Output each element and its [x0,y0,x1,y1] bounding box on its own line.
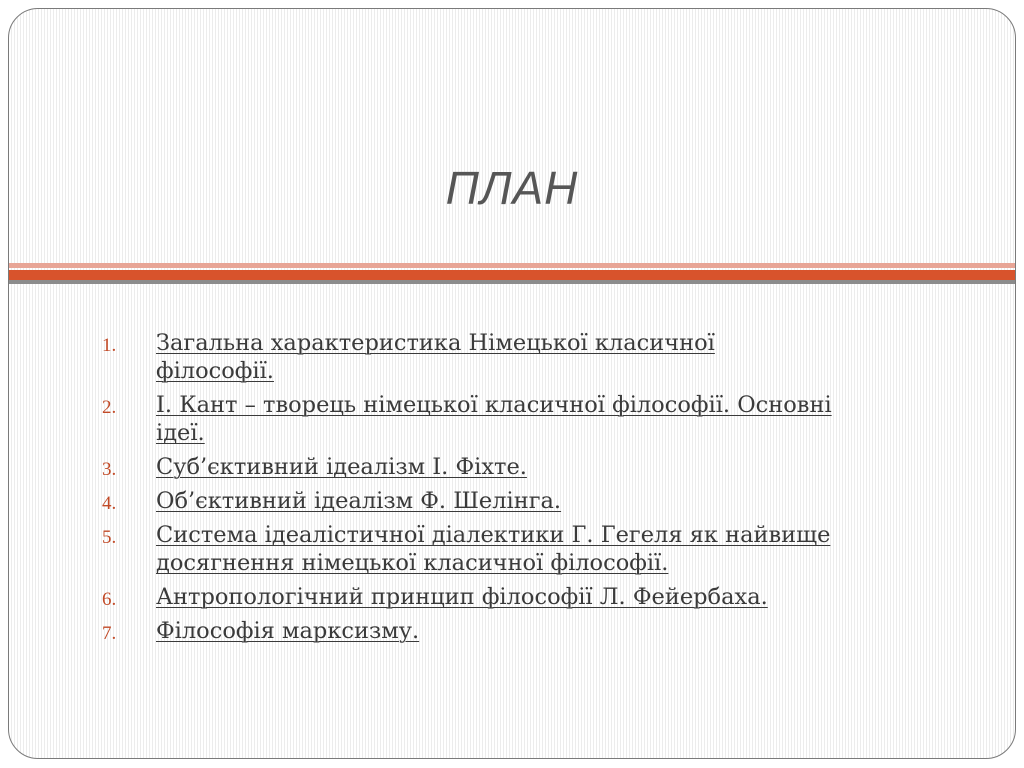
divider-band-light [9,263,1015,268]
plan-item-link[interactable]: Загальна характеристика Німецької класичної філософії. [156,330,715,384]
plan-item-4 [102,487,982,515]
plan-list [102,329,982,651]
slide-frame [8,8,1016,759]
plan-item-number: 6. [102,589,117,610]
plan-item-link[interactable]: І. Кант – творець німецької класичної філософії. Основні ідеї. [156,392,832,446]
divider-band-dark [9,280,1015,284]
plan-item-number: 5. [102,527,117,548]
plan-item-5 [102,521,982,577]
plan-item-number: 7. [102,623,117,644]
plan-item-link[interactable]: Філософія марксизму. [156,618,420,644]
plan-item-number: 4. [102,493,117,514]
plan-item-link[interactable]: Об’єктивний ідеалізм Ф. Шелінга. [156,488,562,514]
plan-item-3 [102,453,982,481]
slide-title: ПЛАН [445,162,579,214]
plan-item-link[interactable]: Антропологічний принцип філософії Л. Фейербаха. [156,584,768,610]
divider-band-main [9,270,1015,280]
plan-item-link[interactable]: Суб’єктивний ідеалізм І. Фіхте. [156,454,527,480]
plan-item-2 [102,391,982,447]
plan-item-6 [102,583,982,611]
plan-item-number: 3. [102,459,117,480]
plan-item-7 [102,617,982,645]
plan-item-link[interactable]: Система ідеалістичної діалектики Г. Гегеля як найвище досягнення німецької класичної філософії. [156,522,831,576]
plan-item-number: 1. [102,335,117,356]
plan-item-number: 2. [102,397,117,418]
plan-item-1 [102,329,982,385]
